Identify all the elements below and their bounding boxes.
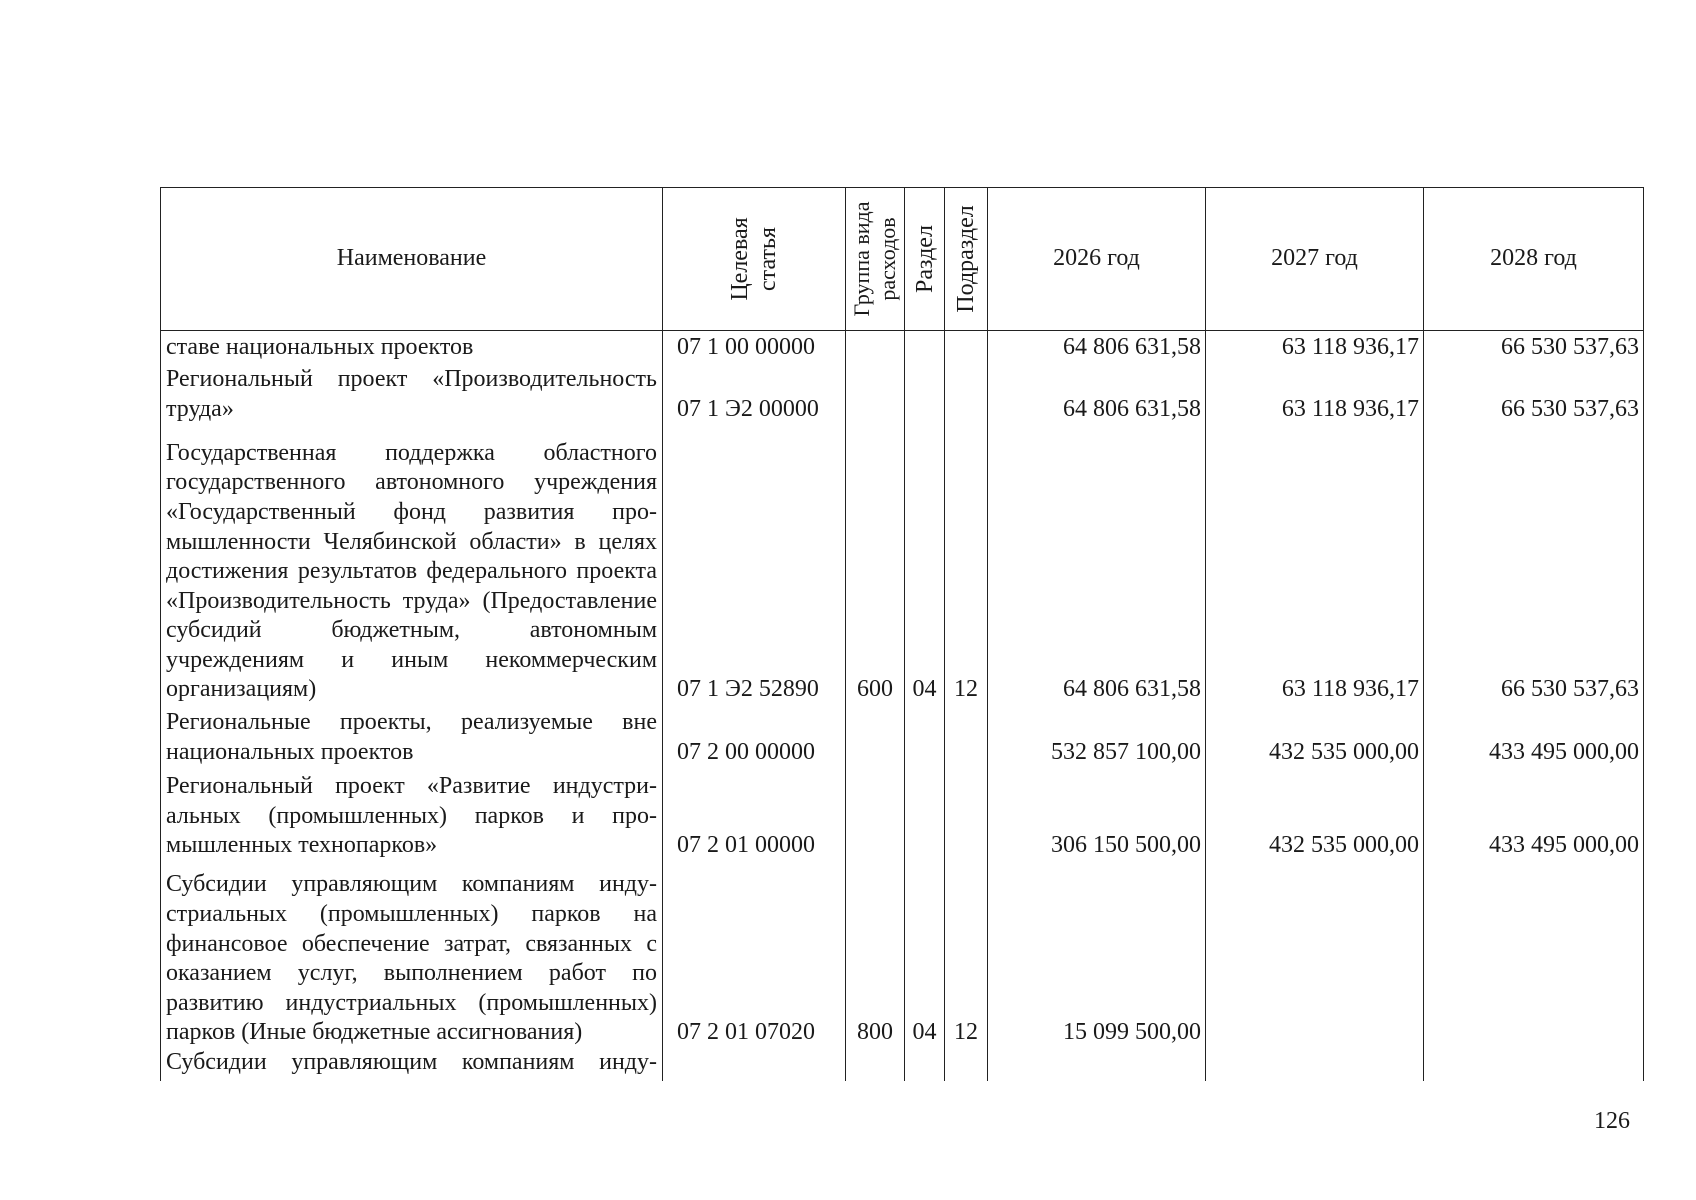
- table-row: [161, 425, 1644, 706]
- row-name: Региональный проект «Производительность труда»: [161, 362, 663, 424]
- row-amount-2028: 66 530 537,63: [1424, 425, 1644, 706]
- row-subsection: 12: [945, 425, 988, 706]
- row-amount-2027: 63 118 936,17: [1206, 362, 1424, 424]
- row-expense-group: [846, 705, 905, 767]
- row-expense-group: [846, 331, 905, 363]
- table-header-row: [161, 188, 1644, 331]
- row-amount-2028: 433 495 000,00: [1424, 705, 1644, 767]
- row-subsection: [945, 331, 988, 363]
- row-name: ставе национальных проектов: [161, 331, 663, 363]
- row-target-code: [663, 1048, 846, 1081]
- header-year-2026: 2026 год: [988, 188, 1206, 331]
- row-amount-2026: 64 806 631,58: [988, 362, 1206, 424]
- header-section: Раздел: [905, 188, 945, 331]
- page-number: 126: [1594, 1108, 1630, 1134]
- row-target-code: 07 1 Э2 00000: [663, 362, 846, 424]
- table-row: [161, 331, 1644, 363]
- row-expense-group: [846, 1048, 905, 1081]
- table-row-continued: [161, 1048, 1644, 1081]
- row-subsection: 12: [945, 861, 988, 1048]
- row-name: Субсидии управляющим компаниям индустриальных (промышленных) парков на финансовое обеспечение затрат, связанных с оказанием услуг, выполнением работ по развитию индустриальных (промышленных) парков (Иные бюджетные ассигнования): [161, 861, 663, 1048]
- header-subsection: Подраздел: [945, 188, 988, 331]
- header-name: Наименование: [161, 188, 663, 331]
- row-name: Субсидии управляющим компаниям инду-: [161, 1048, 663, 1081]
- row-expense-group: 600: [846, 425, 905, 706]
- row-amount-2026: [988, 1048, 1206, 1081]
- header-target-article: Целевая статья: [663, 188, 846, 331]
- row-amount-2028: 66 530 537,63: [1424, 331, 1644, 363]
- row-target-code: 07 2 00 00000: [663, 705, 846, 767]
- header-year-2027: 2027 год: [1206, 188, 1424, 331]
- row-amount-2026: 64 806 631,58: [988, 425, 1206, 706]
- row-expense-group: [846, 767, 905, 861]
- row-section: [905, 1048, 945, 1081]
- row-subsection: [945, 1048, 988, 1081]
- row-amount-2028: [1424, 1048, 1644, 1081]
- header-year-2028: 2028 год: [1424, 188, 1644, 331]
- row-amount-2028: 66 530 537,63: [1424, 362, 1644, 424]
- row-subsection: [945, 705, 988, 767]
- row-subsection: [945, 767, 988, 861]
- row-amount-2026: 532 857 100,00: [988, 705, 1206, 767]
- row-amount-2027: [1206, 1048, 1424, 1081]
- table-row: [161, 861, 1644, 1048]
- row-section: [905, 331, 945, 363]
- row-amount-2027: 63 118 936,17: [1206, 331, 1424, 363]
- row-target-code: 07 1 Э2 52890: [663, 425, 846, 706]
- table-row: [161, 362, 1644, 424]
- row-amount-2028: [1424, 861, 1644, 1048]
- row-expense-group: 800: [846, 861, 905, 1048]
- row-name: Региональные проекты, реализуемые вне национальных проектов: [161, 705, 663, 767]
- row-section: 04: [905, 861, 945, 1048]
- row-target-code: 07 2 01 07020: [663, 861, 846, 1048]
- row-amount-2026: 64 806 631,58: [988, 331, 1206, 363]
- table-row: [161, 767, 1644, 861]
- budget-table: [160, 187, 1644, 1081]
- row-amount-2026: 306 150 500,00: [988, 767, 1206, 861]
- row-amount-2026: 15 099 500,00: [988, 861, 1206, 1048]
- row-expense-group: [846, 362, 905, 424]
- row-target-code: 07 2 01 00000: [663, 767, 846, 861]
- row-section: [905, 767, 945, 861]
- row-amount-2027: 432 535 000,00: [1206, 767, 1424, 861]
- row-name: Государственная поддержка областного государственного автономного учреждения «Государственный фонд развития промышленности Челябинской области» в целях достижения результатов федерального проекта «Производительность труда» (Предоставление субсидий бюджетным, автономным учреждениям и иным некоммерческим организациям): [161, 425, 663, 706]
- row-subsection: [945, 362, 988, 424]
- row-name: Региональный проект «Развитие индустриальных (промышленных) парков и промышленных технопарков»: [161, 767, 663, 861]
- header-expense-group: Группа вида расходов: [846, 188, 905, 331]
- row-amount-2028: 433 495 000,00: [1424, 767, 1644, 861]
- row-section: [905, 705, 945, 767]
- table-row: [161, 705, 1644, 767]
- row-amount-2027: [1206, 861, 1424, 1048]
- row-section: [905, 362, 945, 424]
- row-target-code: 07 1 00 00000: [663, 331, 846, 363]
- row-section: 04: [905, 425, 945, 706]
- row-amount-2027: 63 118 936,17: [1206, 425, 1424, 706]
- row-amount-2027: 432 535 000,00: [1206, 705, 1424, 767]
